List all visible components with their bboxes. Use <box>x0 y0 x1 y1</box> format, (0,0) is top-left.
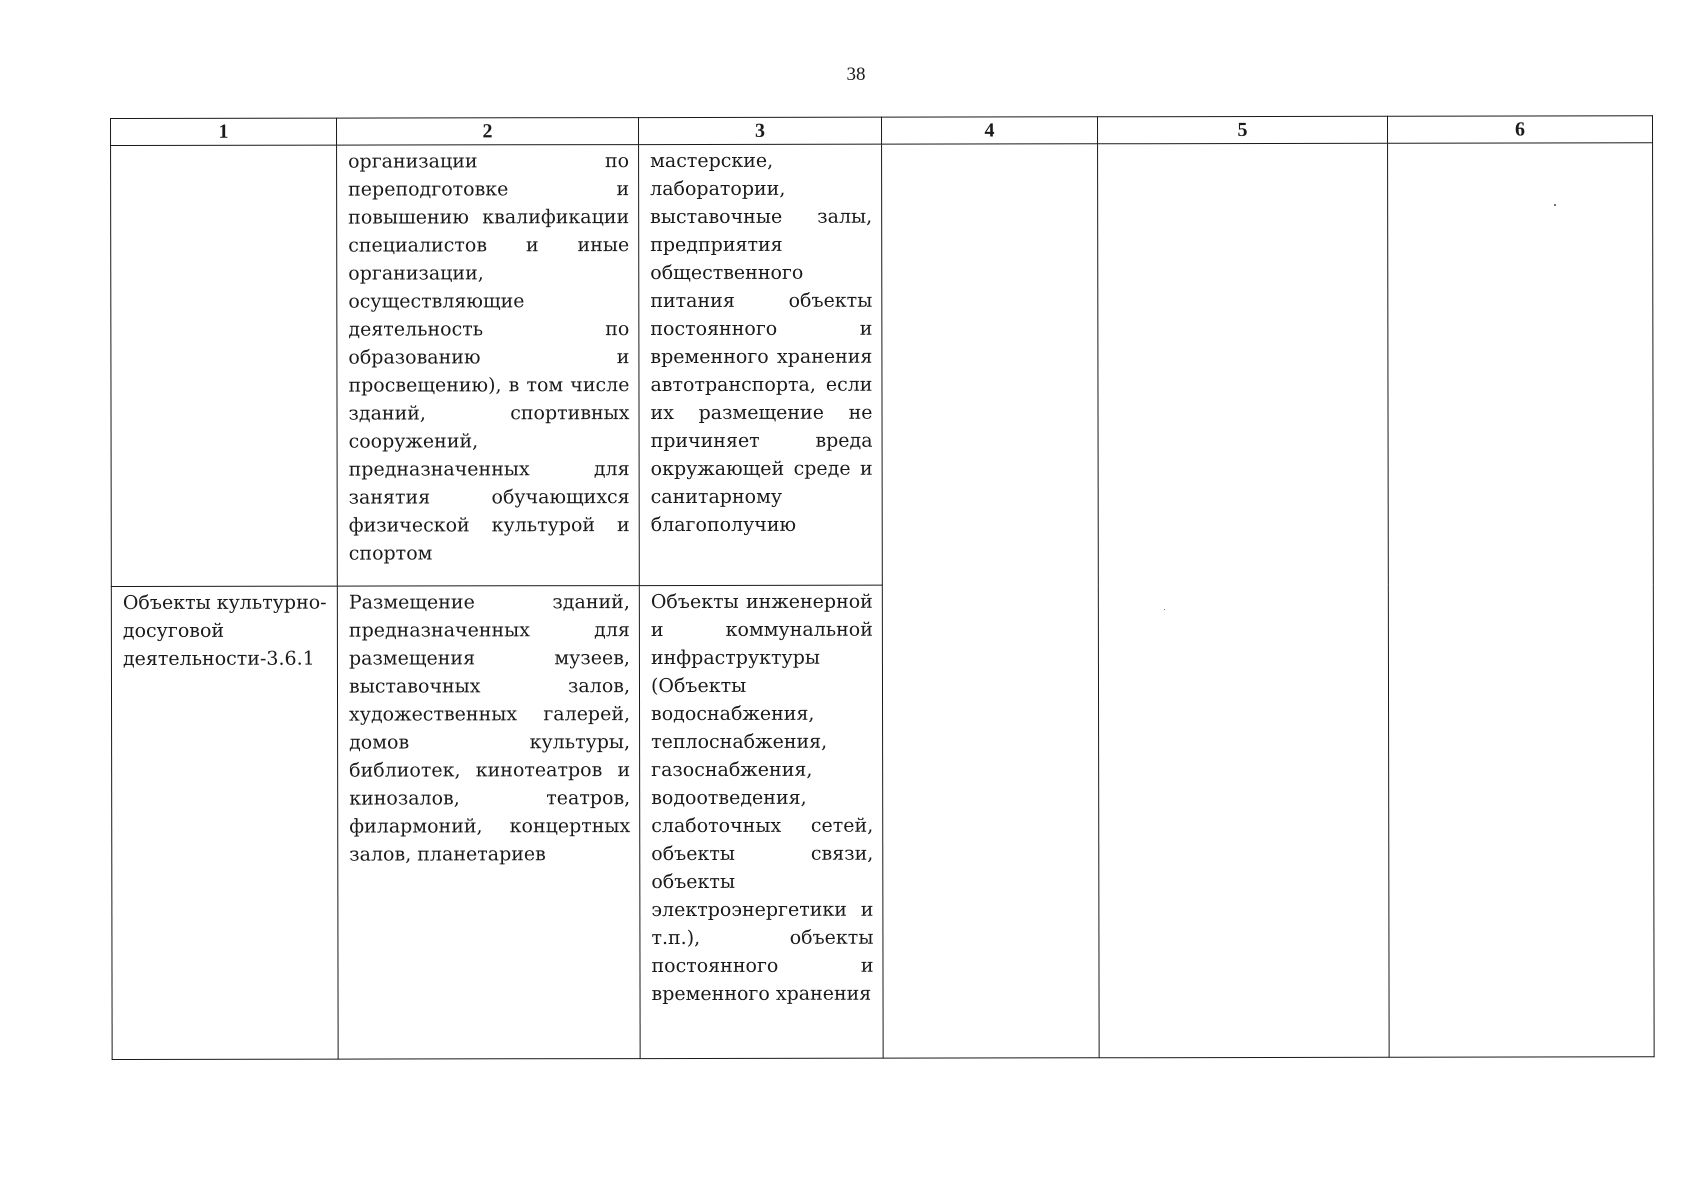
cell-main-use-description <box>337 586 640 1060</box>
column-header-2: 2 <box>337 118 639 146</box>
permitted-use-table <box>110 115 1655 1060</box>
cell-column-6 <box>1388 143 1655 1057</box>
cell-use-type <box>111 145 338 586</box>
cell-auxiliary-use <box>639 585 883 1058</box>
cell-text <box>1098 144 1387 147</box>
cell-auxiliary-use <box>639 144 883 585</box>
cell-text <box>882 144 1097 146</box>
cell-text <box>111 146 336 148</box>
scan-speck <box>1554 204 1556 206</box>
scan-speck <box>1164 609 1165 610</box>
cell-text: мастерские, лаборатории, выставочные залы, предприятия общественного питания объекты постоянного и временного хранения автотранспорта, если их размещение не причиняет вреда окружающей среде и санитарному благополучию <box>650 149 873 537</box>
column-header-5: 5 <box>1097 116 1387 144</box>
column-header-4: 4 <box>881 117 1097 144</box>
table-row <box>111 143 1654 587</box>
cell-main-use-description <box>337 145 640 587</box>
cell-text: организации по переподготовке и повышению квалификации специалистов и иные организации, осуществляющие деятельность по образованию и просвещению), в том числе зданий, спортивных сооружений, предназначенных для занятия обучающихся физической культурой и спортом <box>348 150 630 565</box>
cell-text <box>1388 143 1652 145</box>
cell-column-5 <box>1098 143 1390 1058</box>
cell-column-4 <box>882 144 1100 1058</box>
cell-text: Объекты культурно-досуговой деятельности-3.6.1 <box>122 591 327 670</box>
cell-text: Размещение зданий, предназначенных для размещения музеев, выставочных залов, художественных галерей, домов культуры, библиотек, кинотеатров и кинозалов, театров, филармоний, концертных залов, планетариев <box>348 591 631 866</box>
column-header-6: 6 <box>1387 116 1652 143</box>
column-header-1: 1 <box>111 118 337 145</box>
cell-use-type <box>111 586 338 1059</box>
column-header-3: 3 <box>639 117 882 144</box>
table-header-row <box>111 116 1653 146</box>
page-number: 38 <box>846 64 866 85</box>
cell-text: Объекты инженерной и коммунальной инфраструктуры (Объекты водоснабжения, теплоснабжения, газоснабжения, водоотведения, слаботочных сетей, объекты связи, объекты электроэнергетики и т.п.), объекты постоянного и временного хранения <box>650 590 874 1006</box>
